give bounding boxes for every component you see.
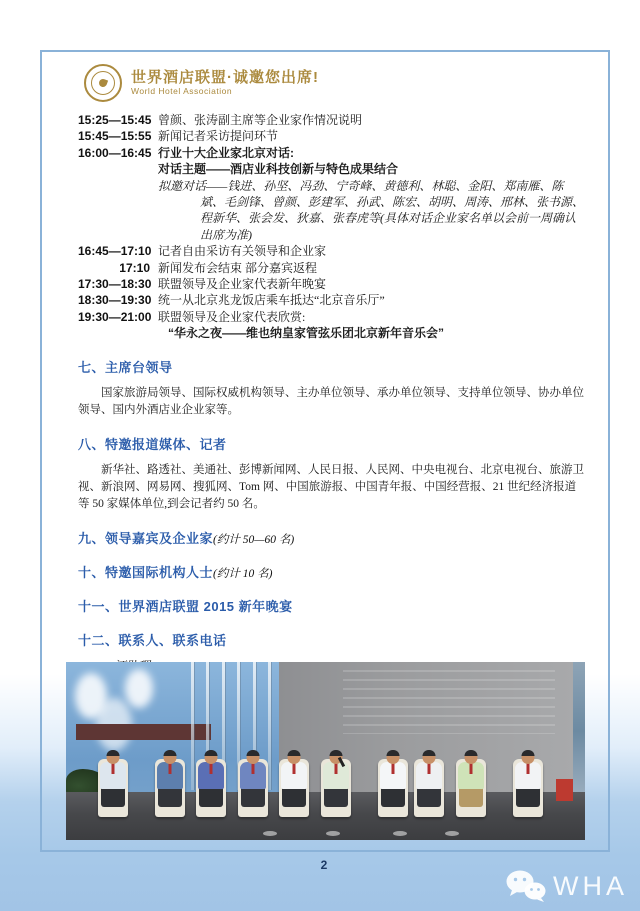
wha-watermark	[505, 869, 628, 903]
page-number: 2	[320, 858, 328, 872]
photo-floor-marker	[326, 831, 340, 836]
section-title-9: 九、领导嘉宾及企业家(约计 50—60 名)	[78, 530, 295, 546]
agenda-time: 17:30—18:30	[78, 277, 152, 292]
section-title-12: 十二、联系人、联系电话	[78, 632, 227, 648]
agenda-time: 19:30—21:00	[78, 309, 152, 324]
photo-red-prop	[556, 779, 573, 800]
agenda-time: 18:30—19:30	[78, 293, 152, 308]
agenda-row	[78, 128, 584, 144]
panelist	[95, 735, 131, 817]
photo-floor-marker	[445, 831, 459, 836]
agenda-row	[78, 260, 584, 276]
panelist	[193, 735, 229, 817]
wha-watermark-text: WHA	[553, 870, 628, 901]
section-note-9: (约计 50—60 名)	[213, 533, 295, 546]
agenda-row	[78, 325, 584, 341]
agenda-text: 对话主题——酒店业科技创新与特色成果结合	[158, 162, 399, 177]
agenda-time: 15:25—15:45	[78, 113, 152, 127]
section-body-7: 国家旅游局领导、国际权威机构领导、主办单位领导、承办单位领导、支持单位领导、协办单位领导、国内外酒店业企业家等。	[78, 386, 584, 416]
agenda-invitees	[158, 178, 584, 244]
agenda-text: “华永之夜——维也纳皇家管弦乐团北京新年音乐会”	[168, 326, 445, 341]
agenda-row	[78, 112, 584, 128]
agenda-row	[78, 161, 584, 177]
agenda-text: 记者自由采访有关领导和企业家	[158, 244, 327, 259]
panelist	[510, 735, 546, 817]
agenda-row	[78, 178, 584, 244]
section-title-8: 八、特邀报道媒体、记者	[78, 436, 227, 452]
agenda-text: 新闻记者采访提问环节	[158, 129, 279, 144]
agenda-invitees-names: 钱进、孙坚、冯劲、宁奇峰、黄德利、林聪、金阳、郑南雁、陈斌、毛剑锋、曾颜、彭建军、孙武、陈宏、胡明、周涛、邢林、张书源、程新华、张会发、狄嘉、张春虎等(具体对话企业家名单以会前一周确认出席为准)	[200, 178, 585, 242]
agenda-time: 16:45—17:10	[78, 244, 152, 259]
agenda-text: 曾颜、张涛副主席等企业家作情况说明	[158, 113, 363, 127]
photo-side-banner	[573, 662, 585, 801]
agenda-row	[78, 309, 584, 325]
agenda-invitees-prefix: 拟邀对话——	[158, 178, 228, 193]
panelist	[235, 735, 271, 817]
agenda-text: 行业十大企业家北京对话:	[158, 145, 294, 160]
agenda-text: 联盟领导及企业家代表新年晚宴	[158, 277, 327, 292]
section-title-10: 十、特邀国际机构人士(约计 10 名)	[78, 564, 273, 580]
section-body-8: 新华社、路透社、美通社、彭博新闻网、人民日报、人民网、中央电视台、北京电视台、旅游卫视、新浪网、网易网、搜狐网、Tom 网、中国旅游报、中国青年报、中国经营报、21 世纪经济报道等 50 家媒体单位,到会记者约 50 名。	[78, 463, 584, 510]
wha-emblem-icon	[84, 64, 122, 102]
agenda-time: 15:45—15:55	[78, 129, 152, 144]
panelist	[318, 735, 354, 817]
agenda-row	[78, 243, 584, 259]
agenda-row	[78, 276, 584, 292]
photo-floor-marker	[263, 831, 277, 836]
panelist	[411, 735, 447, 817]
section-title-7: 七、主席台领导	[78, 359, 173, 375]
agenda-text: 统一从北京兆龙饭店乘车抵达“北京音乐厅”	[158, 293, 385, 308]
photo-floor-marker	[393, 831, 407, 836]
panelist	[453, 735, 489, 817]
agenda-time	[78, 178, 150, 244]
wechat-icon	[505, 869, 547, 903]
agenda-time	[78, 161, 150, 177]
panelist	[375, 735, 411, 817]
panelist	[152, 735, 188, 817]
agenda-time	[78, 325, 150, 341]
agenda-row	[78, 292, 584, 308]
section-title-11: 十一、世界酒店联盟 2015 新年晚宴	[78, 598, 293, 614]
org-title: 世界酒店联盟·诚邀您出席!	[131, 69, 319, 87]
agenda-text: 新闻发布会结束 部分嘉宾返程	[158, 260, 318, 275]
org-subtitle: World Hotel Association	[131, 85, 233, 96]
agenda-schedule	[78, 112, 584, 342]
event-photo	[66, 662, 585, 840]
agenda-time: 17:10	[119, 260, 150, 275]
agenda-time: 16:00—16:45	[78, 145, 152, 160]
header	[84, 64, 584, 102]
agenda-text: 联盟领导及企业家代表欣赏:	[158, 309, 306, 324]
section-note-10: (约计 10 名)	[213, 567, 273, 580]
panelist	[276, 735, 312, 817]
agenda-row	[78, 145, 584, 161]
